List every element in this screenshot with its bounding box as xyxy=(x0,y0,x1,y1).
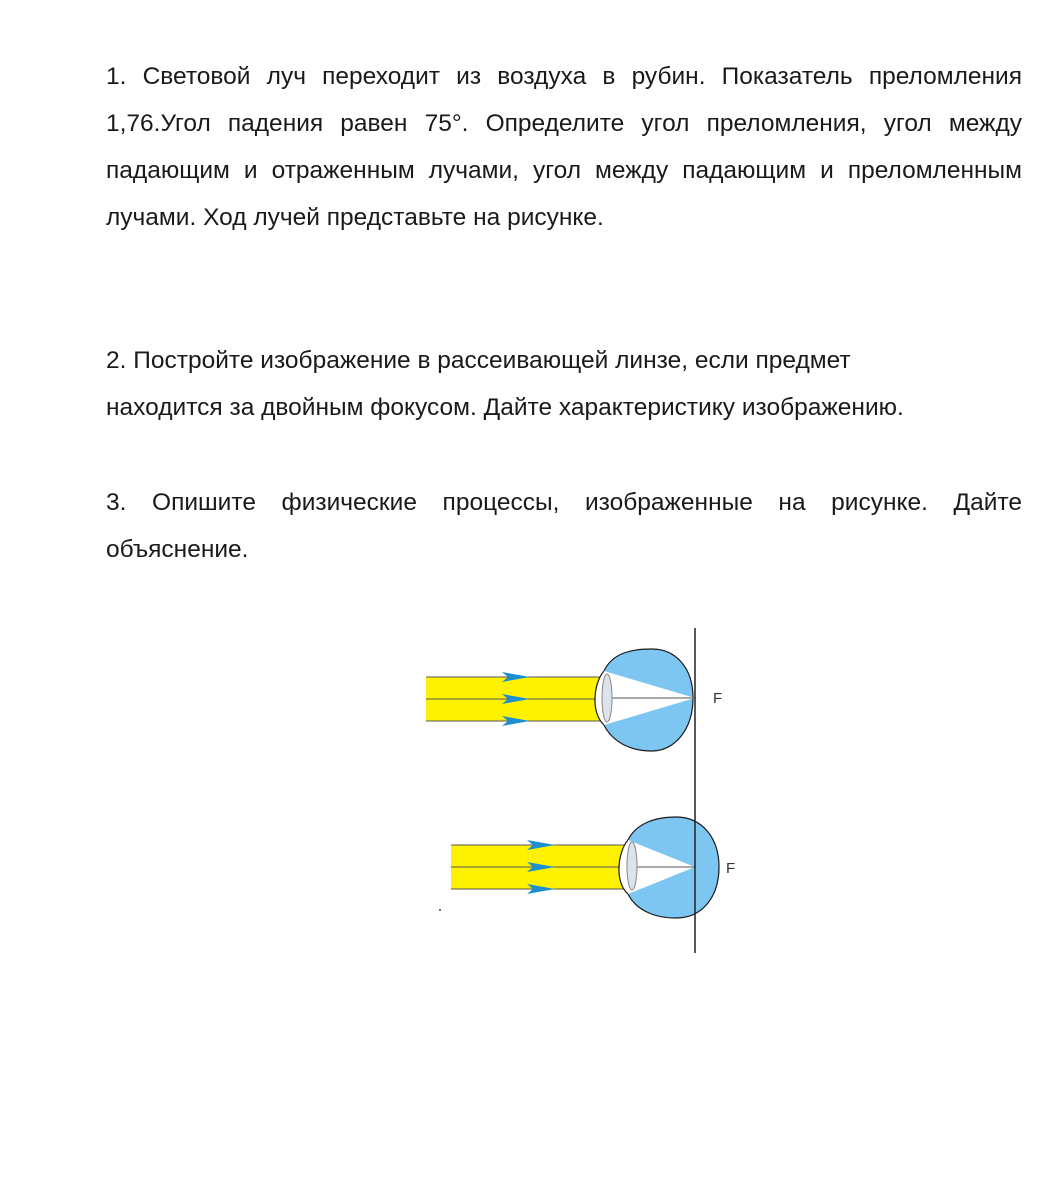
task-2-line-1: 2. Постройте изображение в рассеивающей линзе, если предмет xyxy=(106,347,851,374)
lens-top xyxy=(602,674,612,722)
normal-eye-figure xyxy=(426,649,722,751)
myopic-eye-figure xyxy=(451,817,735,918)
focus-label-top: F xyxy=(713,690,723,707)
focus-label-bottom: F xyxy=(726,860,736,877)
task-1-text: 1. Световой луч переходит из воздуха в рубин. Показатель преломления 1,76.Угол падения равен 75°. Определите угол преломления, угол между падающим и отраженным лучами, угол между падающим и преломленным лучами. Ход лучей представьте на рисунке. xyxy=(106,63,1022,231)
stray-dot xyxy=(439,909,441,911)
task-2-line-2: находится за двойным фокусом. Дайте характеристику изображению. xyxy=(106,394,904,421)
lens-bottom xyxy=(627,842,637,890)
task-3-text: 3. Опишите физические процессы, изображенные на рисунке. Дайте объяснение. xyxy=(106,489,1022,563)
